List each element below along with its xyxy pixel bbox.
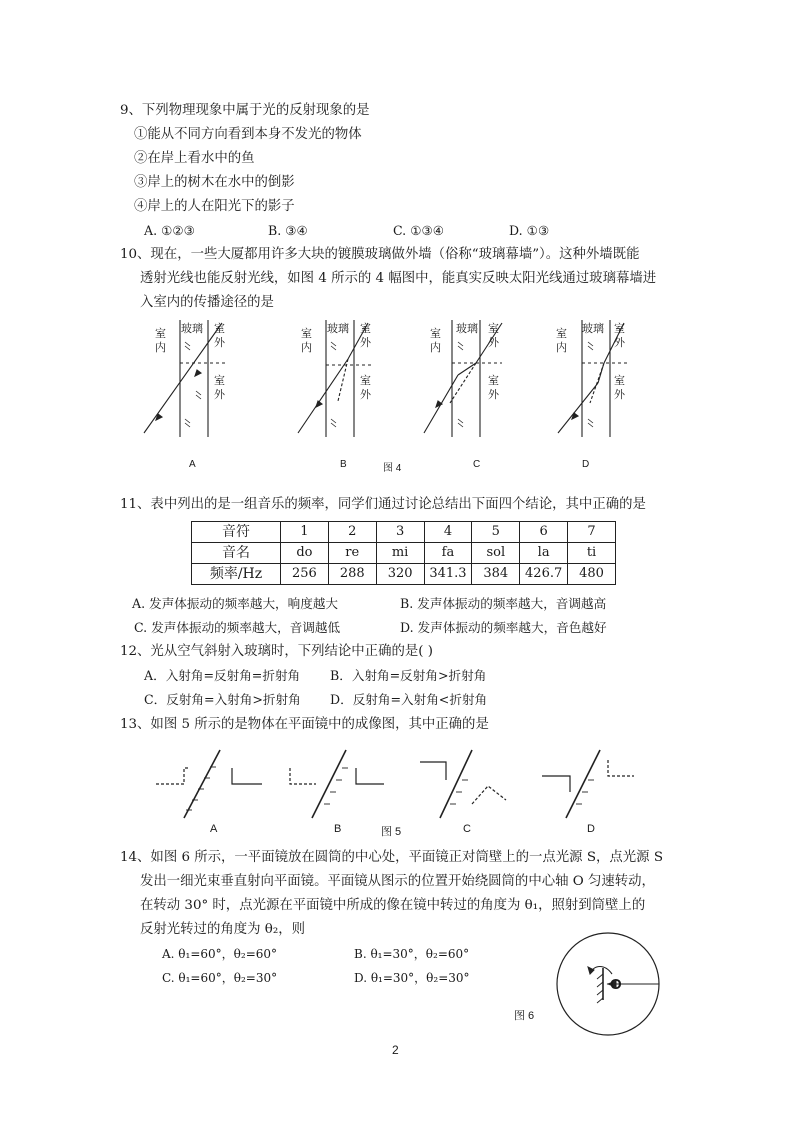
- q9-option-b[interactable]: B. ③④: [268, 223, 308, 238]
- table-cell: 4: [424, 522, 472, 543]
- fig4-outdoor-c1: 室外: [488, 322, 499, 349]
- table-cell: re: [328, 543, 376, 564]
- q14-line-4: 反射光转过的角度为 θ₂，则: [140, 922, 305, 937]
- table-cell: 5: [472, 522, 520, 543]
- fig6-caption: 图 6: [514, 1010, 535, 1022]
- fig4-glass-a: 玻璃: [181, 322, 203, 335]
- q11-stem: 11、表中列出的是一组音乐的频率，同学们通过讨论总结出下面四个结论，其中正确的是: [120, 497, 646, 512]
- fig4-label-c[interactable]: C: [473, 459, 481, 470]
- fig4-indoor-d: 室内: [556, 327, 567, 354]
- q9-option-d[interactable]: D. ①③: [509, 223, 550, 238]
- fig4-indoor-b: 室内: [301, 327, 312, 354]
- table-header-note: 音符: [192, 522, 281, 543]
- fig5-panel-c: [420, 750, 506, 818]
- table-row: [192, 543, 616, 564]
- q11-option-d[interactable]: D. 发声体振动的频率越大，音色越好: [400, 620, 607, 635]
- fig5-label-b[interactable]: B: [334, 823, 342, 835]
- q12-option-c[interactable]: C．反射角=入射角>折射角: [144, 692, 301, 707]
- q9-option-a[interactable]: A. ①②③: [144, 223, 195, 238]
- fig5-panel-b: [290, 750, 384, 818]
- fig5-label-c[interactable]: C: [463, 823, 471, 835]
- fig5-label-a[interactable]: A: [210, 823, 218, 835]
- q9-option-c[interactable]: C. ①③④: [393, 223, 445, 238]
- figure-4: [130, 315, 650, 445]
- fig6-center-o: O: [610, 976, 622, 993]
- table-header-name: 音名: [192, 543, 281, 564]
- table-cell: sol: [472, 543, 520, 564]
- q9-item-3: ③岸上的树木在水中的倒影: [134, 175, 295, 190]
- table-cell: la: [520, 543, 568, 564]
- q10-line-2: 透射光线也能反射光线，如图 4 所示的 4 幅图中，能真实反映太阳光线通过玻璃幕墙进: [140, 271, 657, 286]
- q14-option-a[interactable]: A. θ₁=60°，θ₂=60°: [162, 947, 278, 961]
- fig4-outdoor-b2: 室外: [360, 374, 371, 401]
- q9-item-1: ①能从不同方向看到本身不发光的物体: [134, 127, 362, 142]
- fig4-indoor-c: 室内: [430, 327, 441, 354]
- fig4-indoor-a: 室内: [155, 327, 166, 354]
- table-cell: ti: [568, 543, 616, 564]
- table-cell: fa: [424, 543, 472, 564]
- q12-option-a[interactable]: A．入射角=反射角=折射角: [144, 668, 301, 683]
- fig4-outdoor-c2: 室外: [488, 374, 499, 401]
- q11-option-a[interactable]: A. 发声体振动的频率越大，响度越大: [132, 596, 339, 611]
- fig4-outdoor-b1: 室外: [360, 322, 371, 349]
- table-cell: 426.7: [520, 564, 568, 585]
- frequency-table: [191, 521, 616, 585]
- table-cell: 384: [472, 564, 520, 585]
- table-cell: 288: [328, 564, 376, 585]
- q10-line-3: 入室内的传播途径的是: [140, 295, 274, 310]
- fig5-caption: 图 5: [381, 826, 402, 838]
- q9-stem: 9、下列物理现象中属于光的反射现象的是: [120, 103, 370, 118]
- table-header-freq: 频率/Hz: [192, 564, 281, 585]
- table-cell: 7: [568, 522, 616, 543]
- fig4-outdoor-a2: 室外: [214, 374, 225, 401]
- q13-stem: 13、如图 5 所示的是物体在平面镜中的成像图，其中正确的是: [120, 717, 489, 732]
- table-cell: mi: [376, 543, 424, 564]
- q14-line-3: 在转动 30° 时，点光源在平面镜中所成的像在镜中转过的角度为 θ₁，照射到筒壁上的: [140, 898, 646, 913]
- q14-option-d[interactable]: D. θ₁=30°，θ₂=30°: [354, 971, 470, 985]
- table-cell: 6: [520, 522, 568, 543]
- fig4-label-a[interactable]: A: [189, 459, 196, 470]
- fig4-glass-c: 玻璃: [456, 322, 478, 335]
- table-cell: 480: [568, 564, 616, 585]
- fig5-panel-d: [542, 750, 634, 818]
- q10-line-1: 10、现在，一些大厦都用许多大块的镀膜玻璃做外墙（俗称“玻璃幕墙”）。这种外墙既能: [120, 247, 640, 262]
- q9-item-2: ②在岸上看水中的鱼: [134, 151, 255, 166]
- q11-option-c[interactable]: C. 发声体振动的频率越大，音调越低: [134, 620, 341, 635]
- q14-line-2: 发出一细光束垂直射向平面镜。平面镜从图示的位置开始绕圆筒的中心轴 O 匀速转动，: [140, 874, 655, 889]
- table-row: [192, 522, 616, 543]
- q12-option-b[interactable]: B．入射角=反射角>折射角: [330, 668, 487, 683]
- q12-stem: 12、光从空气斜射入玻璃时，下列结论中正确的是( ): [120, 644, 433, 659]
- table-cell: 341.3: [424, 564, 472, 585]
- table-cell: do: [281, 543, 329, 564]
- fig4-glass-d: 玻璃: [582, 322, 604, 335]
- figure-5: [150, 748, 650, 824]
- q14-option-c[interactable]: C. θ₁=60°，θ₂=30°: [162, 971, 278, 985]
- fig4-outdoor-d2: 室外: [614, 374, 625, 401]
- fig4-label-d[interactable]: D: [582, 459, 590, 470]
- fig5-label-d[interactable]: D: [587, 823, 595, 835]
- fig4-outdoor-a1: 室外: [214, 322, 225, 349]
- page-number: 2: [392, 1043, 399, 1057]
- fig4-caption: 图 4: [383, 463, 402, 474]
- table-cell: 320: [376, 564, 424, 585]
- q9-item-4: ④岸上的人在阳光下的影子: [134, 199, 295, 214]
- table-cell: 1: [281, 522, 329, 543]
- table-cell: 256: [281, 564, 329, 585]
- fig5-panel-a: [156, 750, 262, 818]
- fig4-glass-b: 玻璃: [327, 322, 349, 335]
- fig4-label-b[interactable]: B: [340, 459, 347, 470]
- q11-option-b[interactable]: B. 发声体振动的频率越大，音调越高: [400, 596, 607, 611]
- q14-line-1: 14、如图 6 所示，一平面镜放在圆筒的中心处，平面镜正对筒壁上的一点光源 S，点光源 S: [120, 850, 663, 865]
- fig4-outdoor-d1: 室外: [614, 322, 625, 349]
- q14-option-b[interactable]: B. θ₁=30°，θ₂=60°: [354, 947, 470, 961]
- table-cell: 2: [328, 522, 376, 543]
- q12-option-d[interactable]: D．反射角=入射角<折射角: [330, 692, 488, 707]
- table-cell: 3: [376, 522, 424, 543]
- table-row: [192, 564, 616, 585]
